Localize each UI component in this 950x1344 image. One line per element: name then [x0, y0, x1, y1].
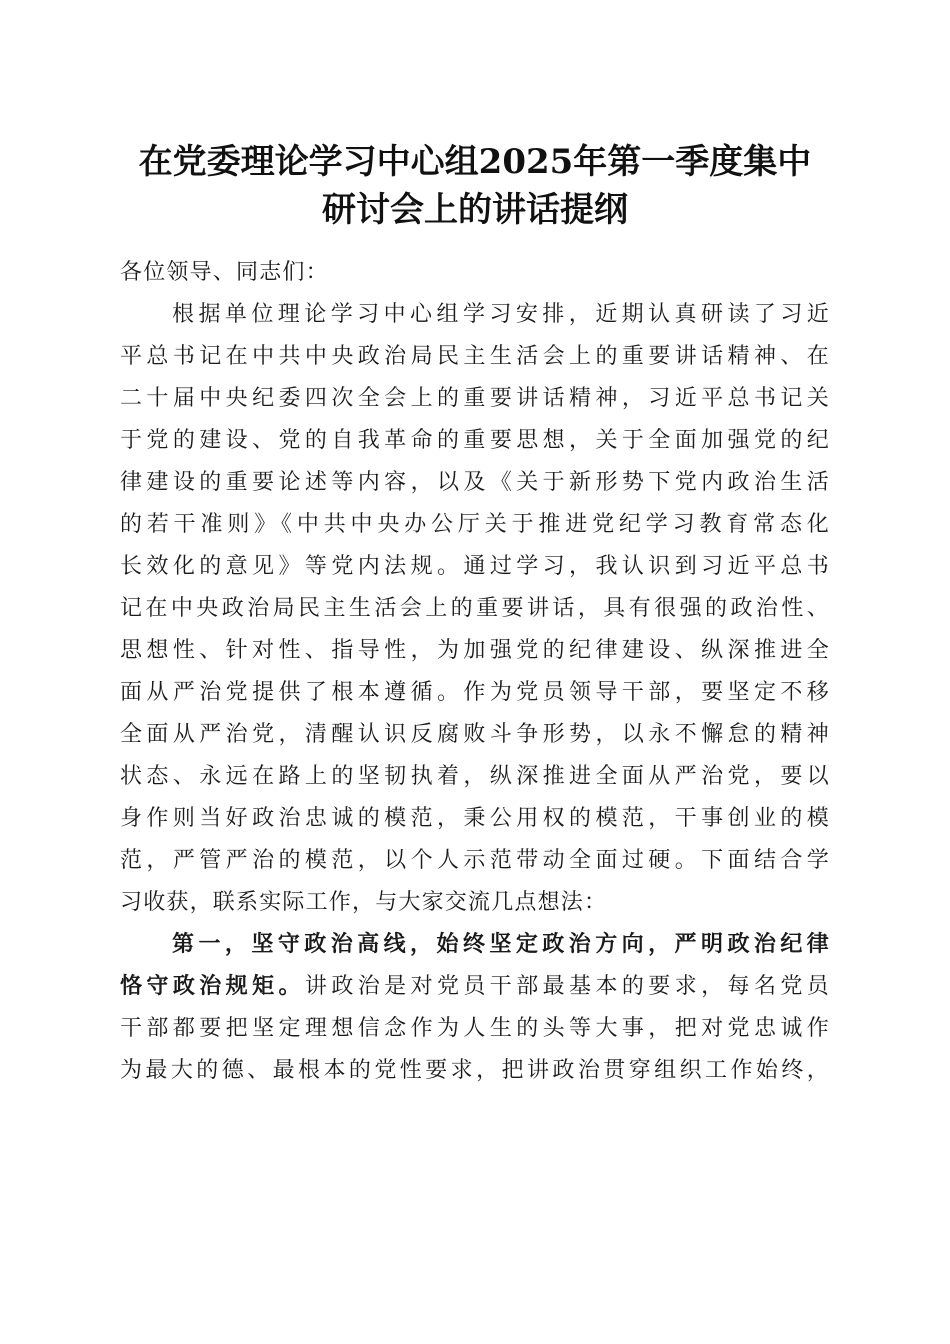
paragraph-1-line: 面从严治党提供了根本遵循。作为党员领导干部，要坚定不移 — [120, 680, 830, 705]
paragraph-1-line: 身作则当好政治忠诚的模范，秉公用权的模范，干事创业的模 — [120, 806, 830, 831]
paragraph-1-line: 长效化的意见》等党内法规。通过学习，我认识到习近平总书 — [120, 554, 830, 579]
paragraph-2-text: 讲政治是对党员干部最基本的要求，每名党员 — [304, 974, 830, 999]
paragraph-1-line: 记在中央政治局民主生活会上的重要讲话，具有很强的政治性、 — [120, 596, 830, 621]
paragraph-1-line: 思想性、针对性、指导性，为加强党的纪律建设、纵深推进全 — [120, 638, 830, 663]
paragraph-1-line: 的若干准则》《中共中央办公厅关于推进党纪学习教育常态化 — [120, 512, 830, 537]
document-body — [120, 252, 830, 1092]
salutation: 各位领导、同志们： — [120, 260, 329, 285]
title-line-2: 研讨会上的讲话提纲 — [322, 190, 628, 230]
section-heading-tail: 恪守政治规矩。 — [120, 974, 305, 999]
section-heading-line: 第一，坚守政治高线，始终坚定政治方向，严明政治纪律 — [172, 932, 830, 957]
paragraph-2-line: 干部都要把坚定理想信念作为人生的头等大事，把对党忠诚作 — [120, 1016, 830, 1041]
paragraph-1-line: 根据单位理论学习中心组学习安排，近期认真研读了习近 — [172, 302, 830, 327]
paragraph-1-line: 律建设的重要论述等内容，以及《关于新形势下党内政治生活 — [120, 470, 830, 495]
document-title — [100, 138, 850, 234]
paragraph-2-line: 为最大的德、最根本的党性要求，把讲政治贯穿组织工作始终， — [120, 1058, 830, 1083]
paragraph-1-line: 二十届中央纪委四次全会上的重要讲话精神，习近平总书记关 — [120, 386, 830, 411]
paragraph-1-line: 习收获，联系实际工作，与大家交流几点想法： — [120, 890, 608, 915]
paragraph-2-line — [120, 966, 830, 1008]
paragraph-1-line: 状态、永远在路上的坚韧执着，纵深推进全面从严治党，要以 — [120, 764, 830, 789]
title-line-1: 在党委理论学习中心组2025年第一季度集中 — [138, 142, 812, 182]
paragraph-1-line: 全面从严治党，清醒认识反腐败斗争形势，以永不懈怠的精神 — [120, 722, 830, 747]
paragraph-1-line: 平总书记在中共中央政治局民主生活会上的重要讲话精神、在 — [120, 344, 830, 369]
paragraph-1-line: 于党的建设、党的自我革命的重要思想，关于全面加强党的纪 — [120, 428, 830, 453]
paragraph-1-line: 范，严管严治的模范，以个人示范带动全面过硬。下面结合学 — [120, 848, 830, 873]
